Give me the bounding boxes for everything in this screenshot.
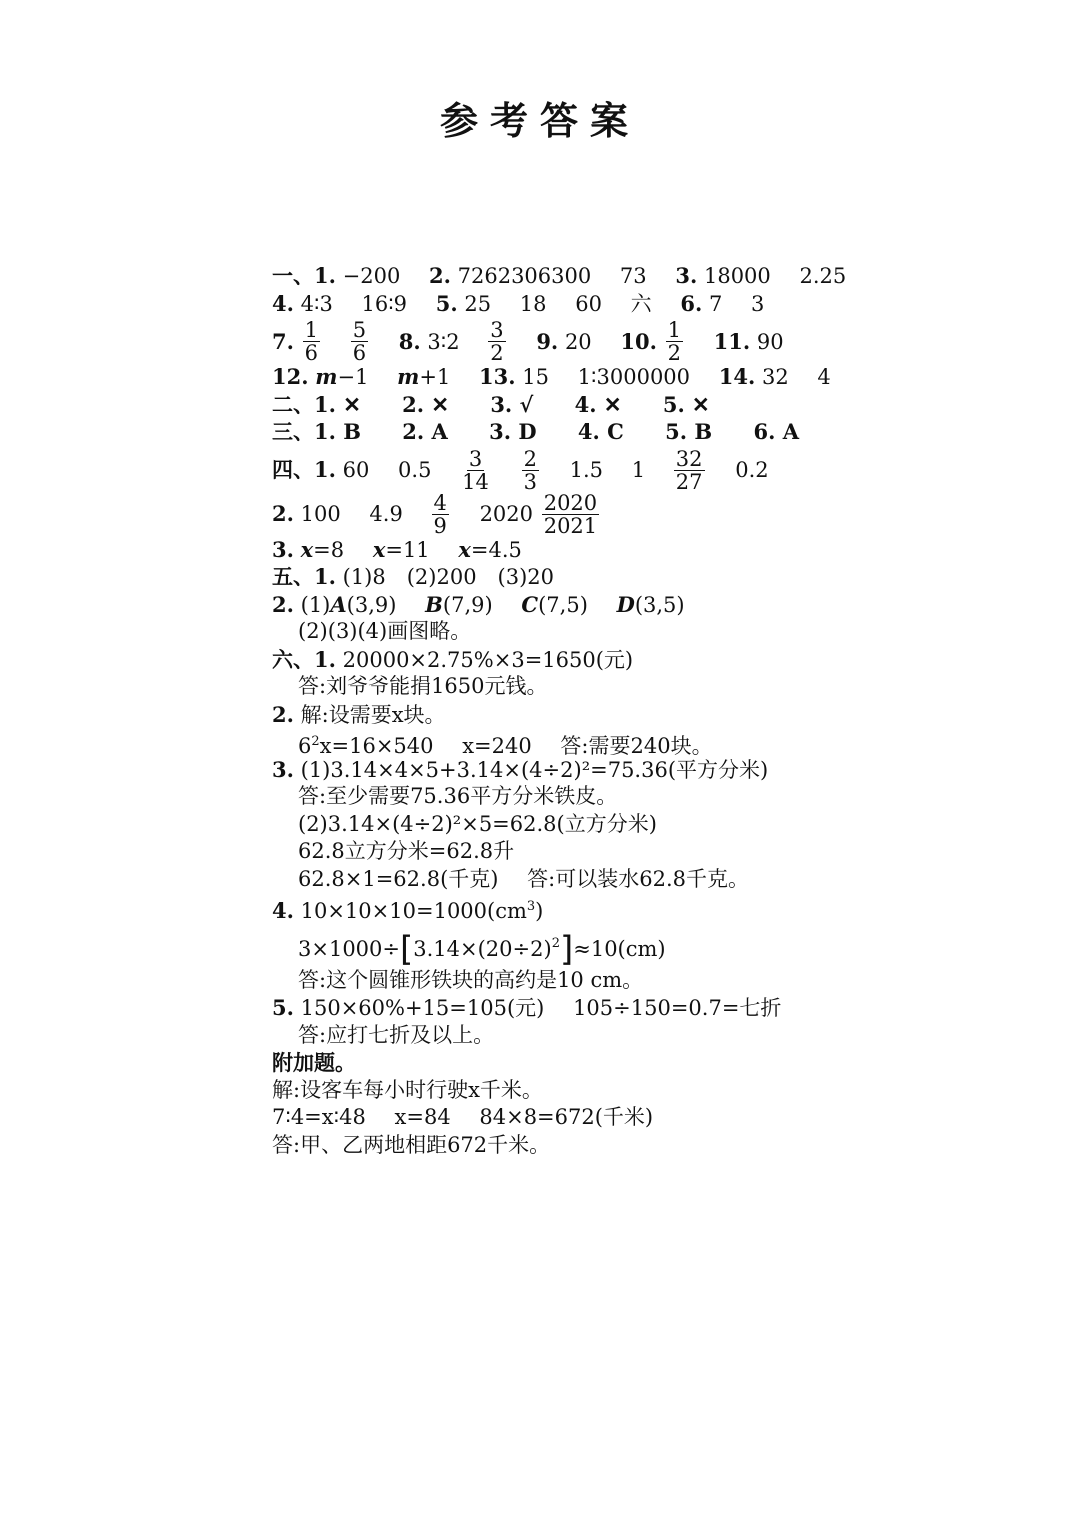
page-title: 参考答案: [439, 99, 640, 143]
q-number: 2.: [272, 701, 294, 727]
answer: 7262306300: [457, 264, 592, 288]
answer: 6: [298, 734, 312, 758]
s5-line-1: [272, 563, 892, 591]
point-label: C: [521, 591, 539, 617]
s3-heading: 三、: [272, 419, 314, 444]
answer: (7,9): [442, 592, 493, 617]
numerator: 32: [675, 446, 703, 471]
extra-line-2: [272, 1104, 892, 1132]
answer: 62.8×1=62.8(千克): [298, 866, 499, 891]
answer: 105÷150=0.7=七折: [573, 996, 782, 1020]
q-number: 4.: [272, 898, 294, 923]
answer: 4∶3: [300, 291, 333, 316]
q-number: 13.: [479, 364, 516, 389]
answer: 六: [630, 291, 652, 316]
left-bracket: [: [400, 929, 414, 969]
answer: 84×8=672(千米): [479, 1105, 654, 1129]
tf-answer: 2. ✕: [402, 391, 449, 417]
denominator: 2: [490, 341, 504, 366]
choice-answer: 2. A: [402, 419, 448, 444]
numerator: 2: [523, 446, 537, 471]
q-number: 1.: [314, 564, 336, 589]
fraction: [488, 319, 505, 364]
denominator: 2021: [543, 513, 598, 538]
answer: x=16×540: [319, 734, 434, 758]
s5-heading: 五、: [272, 564, 314, 589]
q-number: 4.: [272, 290, 294, 316]
choice-answer: 6. A: [753, 419, 799, 444]
answer: (1)8 (2)200 (3)20: [342, 565, 555, 589]
answer: 7∶4=x∶48: [272, 1105, 366, 1129]
s3-line: [272, 418, 892, 446]
s6-line-4: [272, 728, 892, 756]
q-number: 12.: [272, 364, 309, 389]
answer: 2.25: [799, 264, 847, 288]
fraction: [522, 448, 539, 493]
q-number: 9.: [536, 328, 559, 354]
s1-line-3: [272, 318, 892, 366]
s5-line-2: [272, 591, 892, 619]
answer: x=240: [462, 734, 532, 758]
answer: 答:这个圆锥形铁块的高约是10 cm。: [298, 967, 644, 992]
answer: 20000×2.75%×3=1650(元): [342, 647, 634, 672]
tf-answer: 5. ✕: [662, 391, 710, 417]
answer: 16∶9: [361, 291, 408, 316]
variable: m: [315, 364, 338, 389]
answer: 18: [519, 291, 547, 316]
s6-line-12: [272, 967, 892, 995]
denominator: 6: [304, 341, 318, 366]
q-number: 1.: [314, 646, 336, 672]
exponent: 2: [311, 734, 320, 749]
answer: 答:需要240块。: [560, 734, 713, 758]
q-number: 1.: [314, 263, 336, 288]
answer: 60: [342, 458, 370, 483]
numerator: 1: [667, 318, 681, 342]
q-number: 5.: [435, 290, 458, 316]
s2-heading: 二、: [272, 391, 314, 417]
numerator: 1: [304, 318, 318, 342]
s4-line-1: [272, 446, 892, 494]
answer: +1: [419, 365, 451, 389]
answer: ≈10(cm): [573, 937, 666, 961]
s1-line-2: [272, 290, 892, 318]
answer: (2)(3)(4)画图略。: [298, 619, 472, 643]
extra-line-1: 解:设客车每小时行驶x千米。: [272, 1077, 543, 1102]
answer: 解:设需要x块。: [300, 702, 446, 727]
s6-line-7: [272, 811, 892, 839]
q-number: 10.: [620, 328, 657, 354]
q-number: 5.: [272, 995, 294, 1020]
fraction: [666, 319, 683, 364]
right-bracket: ]: [559, 929, 574, 969]
exponent: 3: [526, 899, 536, 914]
variable: x: [458, 536, 471, 562]
fraction: [432, 492, 449, 537]
denominator: 9: [433, 513, 447, 538]
answer: 90: [756, 329, 784, 354]
s4-line-3: [272, 536, 892, 564]
s6-line-5: [272, 756, 892, 784]
s6-line-3: [272, 701, 892, 729]
s4-line-2: [272, 490, 892, 538]
answer: (1): [300, 592, 331, 617]
answer: 答:至少需要75.36平方分米铁皮。: [298, 784, 618, 808]
s6-line-1: [272, 646, 892, 674]
fraction: [674, 448, 705, 493]
answer: 4: [817, 365, 831, 389]
s2-line: [272, 391, 892, 419]
s6-line-13: [272, 994, 892, 1022]
fraction: [542, 492, 599, 537]
variable: x: [372, 536, 386, 562]
answer: 25: [464, 291, 492, 316]
denominator: 27: [675, 469, 703, 494]
answer: 20: [564, 329, 592, 354]
q-number: 3.: [675, 263, 698, 288]
denominator: 2: [667, 341, 681, 366]
answer: 3: [751, 291, 765, 316]
q-number: 14.: [718, 364, 756, 389]
numerator: 4: [433, 490, 447, 515]
q-number: 6.: [680, 290, 703, 316]
answer: 7: [708, 291, 723, 316]
answer: 答:可以装水62.8千克。: [527, 866, 749, 891]
answer: 3×1000÷: [298, 937, 400, 961]
s4-heading: 四、: [272, 457, 314, 483]
answer-content: [272, 262, 892, 1159]
s6-line-11: [272, 923, 892, 969]
extra-line-3: 答:甲、乙两地相距672千米。: [272, 1132, 551, 1157]
denominator: 14: [462, 469, 489, 494]
answer: 答:刘爷爷能捐1650元钱。: [298, 674, 548, 698]
tf-answer: 1. ✕: [314, 391, 361, 417]
fraction: [303, 319, 320, 364]
choice-answer: 3. D: [489, 419, 537, 444]
denominator: 3: [523, 469, 537, 494]
numerator: 2020: [543, 490, 598, 515]
s6-line-14: [272, 1022, 892, 1050]
answer: (1)3.14×4×5+3.14×(4÷2)²=75.36(平方分米): [300, 757, 769, 782]
q-number: 3.: [272, 536, 294, 562]
s6-line-6: [272, 783, 892, 811]
answer: 10×10×10=1000(cm: [300, 899, 527, 923]
point-label: A: [330, 591, 347, 617]
point-label: B: [425, 591, 443, 617]
answer: 73: [619, 264, 647, 288]
extra-heading: 附加题。: [272, 1050, 356, 1075]
s6-line-2: [272, 673, 892, 701]
s1-heading: 一、: [272, 263, 314, 288]
tf-answer: 3. √: [490, 391, 534, 417]
s1-line-1: [272, 262, 892, 290]
answer: (3,9): [346, 592, 397, 617]
answer: 0.5: [398, 458, 432, 483]
answer: 18000: [703, 264, 771, 288]
s6-line-8: [272, 838, 892, 866]
s6-heading: 六、: [272, 646, 314, 672]
fraction: [351, 319, 368, 364]
tf-answer: 4. ✕: [574, 391, 622, 417]
variable: x: [300, 536, 314, 562]
answer: −1: [337, 365, 369, 389]
numerator: 3: [468, 446, 483, 471]
point-label: D: [616, 591, 635, 617]
answer: 150×60%+15=105(元): [300, 996, 545, 1020]
answer: 答:应打七折及以上。: [298, 1022, 495, 1047]
answer: 60: [575, 291, 602, 316]
s1-line-4: [272, 363, 892, 391]
q-number: 2.: [429, 263, 451, 288]
q-number: 7.: [272, 328, 294, 354]
answer: ): [535, 899, 544, 923]
fraction: [460, 448, 491, 493]
answer: 1.5: [569, 458, 604, 483]
answer: =4.5: [470, 537, 522, 562]
answer: 100: [300, 502, 341, 527]
answer: x=84: [394, 1105, 451, 1129]
numerator: 3: [490, 318, 504, 342]
answer: 0.2: [735, 458, 769, 483]
s5-line-3: [272, 618, 892, 646]
answer: 1∶3000000: [577, 365, 691, 389]
answer: =11: [385, 537, 430, 562]
answer: (2)3.14×(4÷2)²×5=62.8(立方分米): [298, 811, 657, 836]
q-number: 2.: [272, 591, 294, 617]
answer: 32: [761, 365, 789, 389]
q-number: 2.: [272, 501, 294, 527]
s6-line-9: [272, 866, 892, 894]
q-number: 3.: [272, 756, 294, 782]
choice-answer: 4. C: [577, 419, 624, 444]
answer: 4.9: [369, 502, 403, 527]
answer: 3.14×(20÷2): [413, 937, 552, 961]
exponent: 2: [551, 935, 560, 951]
denominator: 6: [352, 341, 367, 366]
answer: 2020: [479, 502, 534, 527]
q-number: 1.: [314, 457, 336, 483]
choice-answer: 1. B: [314, 419, 361, 444]
answer: −200: [342, 264, 401, 288]
answer: 1: [631, 458, 646, 483]
q-number: 8.: [398, 328, 421, 354]
answer: 62.8立方分米=62.8升: [298, 839, 515, 863]
numerator: 5: [352, 318, 367, 342]
answer: =8: [313, 537, 345, 562]
answer: 3∶2: [427, 329, 460, 354]
answer: 15: [522, 365, 549, 389]
answer: (3,5): [634, 592, 685, 617]
variable: m: [397, 364, 420, 389]
s6-line-10: [272, 893, 892, 921]
choice-answer: 5. B: [665, 419, 713, 444]
q-number: 11.: [713, 328, 751, 354]
answer: (7,5): [538, 592, 588, 617]
